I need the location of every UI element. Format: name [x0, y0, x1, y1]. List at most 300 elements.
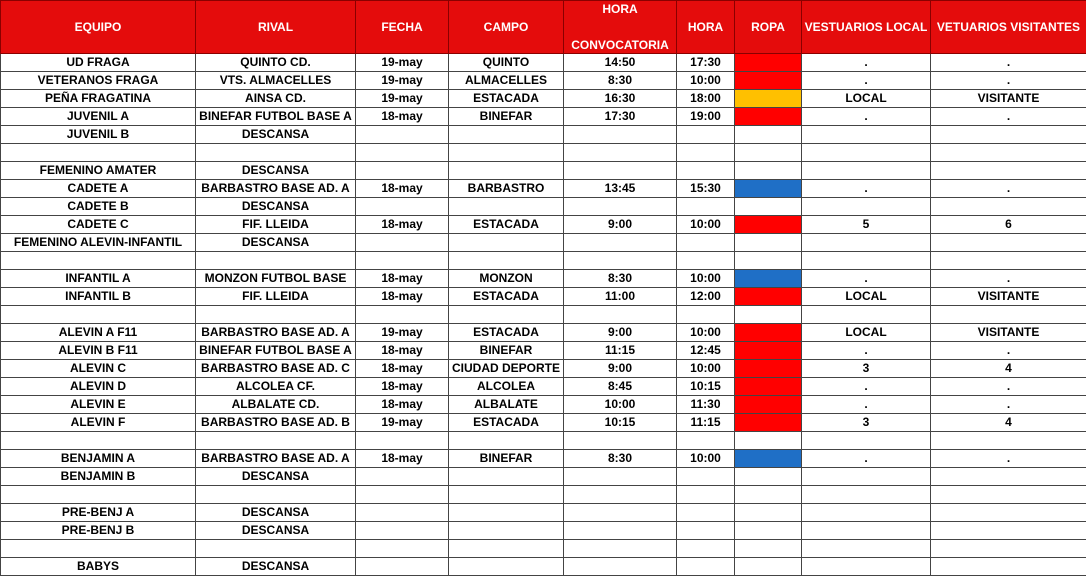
cell-hora [677, 198, 735, 216]
cell-ropa-swatch [735, 126, 802, 144]
cell-rival: ALBALATE CD. [196, 396, 356, 414]
table-row [1, 126, 1086, 144]
cell-fecha: 18-may [356, 180, 449, 198]
cell-equipo: JUVENIL B [1, 126, 196, 144]
table-row [1, 396, 1086, 414]
header-equipo: EQUIPO [1, 1, 196, 54]
cell-hora-convocatoria: 8:30 [564, 72, 677, 90]
cell-vestuarios-visitantes: . [931, 342, 1086, 360]
cell-campo [449, 126, 564, 144]
cell-hora-convocatoria [564, 144, 677, 162]
cell-hora: 18:00 [677, 90, 735, 108]
cell-hora: 10:00 [677, 270, 735, 288]
cell-equipo [1, 306, 196, 324]
cell-equipo: JUVENIL A [1, 108, 196, 126]
cell-rival [196, 252, 356, 270]
cell-equipo: CADETE B [1, 198, 196, 216]
cell-fecha: 18-may [356, 450, 449, 468]
cell-vestuarios-local [802, 234, 931, 252]
header-row [1, 1, 1086, 54]
cell-vestuarios-visitantes [931, 234, 1086, 252]
cell-ropa-swatch [735, 288, 802, 306]
cell-ropa-swatch [735, 558, 802, 576]
cell-hora [677, 252, 735, 270]
cell-ropa-swatch [735, 342, 802, 360]
cell-hora: 10:00 [677, 216, 735, 234]
cell-hora-convocatoria [564, 306, 677, 324]
cell-equipo: CADETE C [1, 216, 196, 234]
cell-equipo: PEÑA FRAGATINA [1, 90, 196, 108]
cell-equipo: BABYS [1, 558, 196, 576]
cell-vestuarios-visitantes: VISITANTE [931, 324, 1086, 342]
cell-hora: 11:30 [677, 396, 735, 414]
cell-rival: BINEFAR FUTBOL BASE A [196, 108, 356, 126]
cell-hora [677, 540, 735, 558]
header-hora-convocatoria [564, 1, 677, 54]
cell-rival [196, 306, 356, 324]
cell-hora [677, 144, 735, 162]
cell-ropa-swatch [735, 72, 802, 90]
cell-campo: BARBASTRO [449, 180, 564, 198]
cell-hora-convocatoria [564, 468, 677, 486]
table-row [1, 90, 1086, 108]
cell-vestuarios-local: 3 [802, 360, 931, 378]
cell-campo: ESTACADA [449, 324, 564, 342]
cell-hora-convocatoria: 10:15 [564, 414, 677, 432]
cell-rival: DESCANSA [196, 504, 356, 522]
cell-campo [449, 522, 564, 540]
cell-fecha: 18-may [356, 360, 449, 378]
cell-ropa-swatch [735, 468, 802, 486]
cell-equipo: ALEVIN C [1, 360, 196, 378]
cell-ropa-swatch [735, 396, 802, 414]
cell-rival: DESCANSA [196, 468, 356, 486]
cell-fecha [356, 432, 449, 450]
cell-ropa-swatch [735, 108, 802, 126]
cell-hora: 12:45 [677, 342, 735, 360]
cell-vestuarios-visitantes: . [931, 450, 1086, 468]
cell-fecha [356, 504, 449, 522]
cell-hora-convocatoria: 14:50 [564, 54, 677, 72]
cell-equipo: INFANTIL A [1, 270, 196, 288]
cell-hora: 10:15 [677, 378, 735, 396]
table-row [1, 288, 1086, 306]
header-campo: CAMPO [449, 1, 564, 54]
cell-hora: 15:30 [677, 180, 735, 198]
cell-fecha [356, 252, 449, 270]
cell-ropa-swatch [735, 162, 802, 180]
table-body [1, 54, 1086, 576]
header-hora: HORA [677, 1, 735, 54]
table-row [1, 432, 1086, 450]
cell-vestuarios-local: . [802, 54, 931, 72]
cell-hora: 10:00 [677, 450, 735, 468]
table-row [1, 180, 1086, 198]
cell-ropa-swatch [735, 90, 802, 108]
cell-hora [677, 486, 735, 504]
cell-vestuarios-local: 5 [802, 216, 931, 234]
cell-vestuarios-local [802, 162, 931, 180]
cell-vestuarios-local [802, 504, 931, 522]
cell-vestuarios-local: . [802, 396, 931, 414]
cell-rival: BARBASTRO BASE AD. C [196, 360, 356, 378]
cell-hora [677, 522, 735, 540]
cell-rival: DESCANSA [196, 558, 356, 576]
cell-vestuarios-visitantes [931, 540, 1086, 558]
cell-campo: ALCOLEA [449, 378, 564, 396]
table-row [1, 378, 1086, 396]
table-row [1, 144, 1086, 162]
cell-hora-convocatoria [564, 252, 677, 270]
cell-campo [449, 540, 564, 558]
cell-campo: BINEFAR [449, 450, 564, 468]
table-row [1, 54, 1086, 72]
table-row [1, 216, 1086, 234]
cell-equipo: ALEVIN A F11 [1, 324, 196, 342]
cell-fecha: 18-may [356, 378, 449, 396]
cell-rival: QUINTO CD. [196, 54, 356, 72]
cell-hora-convocatoria [564, 558, 677, 576]
table-row [1, 450, 1086, 468]
cell-campo: BINEFAR [449, 108, 564, 126]
cell-campo: ESTACADA [449, 216, 564, 234]
cell-vestuarios-local [802, 252, 931, 270]
cell-vestuarios-visitantes [931, 432, 1086, 450]
cell-equipo: ALEVIN E [1, 396, 196, 414]
cell-campo: ESTACADA [449, 288, 564, 306]
cell-vestuarios-visitantes [931, 144, 1086, 162]
cell-ropa-swatch [735, 234, 802, 252]
cell-equipo [1, 252, 196, 270]
cell-ropa-swatch [735, 216, 802, 234]
cell-ropa-swatch [735, 432, 802, 450]
header-vestuarios-visitantes: VETUARIOS VISITANTES [931, 1, 1086, 54]
cell-hora-convocatoria: 9:00 [564, 360, 677, 378]
cell-hora-convocatoria: 8:45 [564, 378, 677, 396]
cell-vestuarios-local [802, 486, 931, 504]
cell-vestuarios-local: 3 [802, 414, 931, 432]
cell-vestuarios-local: . [802, 342, 931, 360]
cell-fecha [356, 234, 449, 252]
cell-hora [677, 234, 735, 252]
cell-ropa-swatch [735, 504, 802, 522]
cell-fecha: 19-may [356, 90, 449, 108]
cell-equipo: VETERANOS FRAGA [1, 72, 196, 90]
cell-equipo: PRE-BENJ B [1, 522, 196, 540]
table-row [1, 504, 1086, 522]
header-vestuarios-local: VESTUARIOS LOCAL [802, 1, 931, 54]
cell-vestuarios-local: . [802, 108, 931, 126]
cell-campo [449, 234, 564, 252]
cell-campo: ALMACELLES [449, 72, 564, 90]
header-fecha: FECHA [356, 1, 449, 54]
cell-ropa-swatch [735, 144, 802, 162]
cell-hora [677, 306, 735, 324]
cell-hora-convocatoria: 9:00 [564, 216, 677, 234]
cell-vestuarios-local: . [802, 270, 931, 288]
table-row [1, 342, 1086, 360]
cell-vestuarios-visitantes [931, 486, 1086, 504]
cell-fecha [356, 468, 449, 486]
cell-hora-convocatoria: 11:15 [564, 342, 677, 360]
cell-vestuarios-visitantes [931, 504, 1086, 522]
cell-fecha [356, 144, 449, 162]
cell-vestuarios-local: . [802, 180, 931, 198]
header-ropa: ROPA [735, 1, 802, 54]
cell-vestuarios-local: LOCAL [802, 324, 931, 342]
cell-campo [449, 486, 564, 504]
table-row [1, 414, 1086, 432]
cell-rival: DESCANSA [196, 522, 356, 540]
cell-campo: ALBALATE [449, 396, 564, 414]
cell-fecha [356, 540, 449, 558]
cell-fecha: 18-may [356, 108, 449, 126]
cell-ropa-swatch [735, 378, 802, 396]
table-row [1, 108, 1086, 126]
cell-equipo: ALEVIN F [1, 414, 196, 432]
cell-equipo: PRE-BENJ A [1, 504, 196, 522]
cell-fecha [356, 126, 449, 144]
cell-equipo: ALEVIN B F11 [1, 342, 196, 360]
cell-rival: VTS. ALMACELLES [196, 72, 356, 90]
cell-hora-convocatoria [564, 198, 677, 216]
cell-rival: BARBASTRO BASE AD. B [196, 414, 356, 432]
cell-vestuarios-visitantes: 4 [931, 414, 1086, 432]
cell-vestuarios-visitantes [931, 468, 1086, 486]
cell-equipo [1, 144, 196, 162]
table-row [1, 162, 1086, 180]
cell-fecha [356, 198, 449, 216]
cell-campo [449, 468, 564, 486]
cell-ropa-swatch [735, 180, 802, 198]
cell-rival: BARBASTRO BASE AD. A [196, 450, 356, 468]
cell-hora: 19:00 [677, 108, 735, 126]
cell-campo: BINEFAR [449, 342, 564, 360]
cell-vestuarios-visitantes: . [931, 270, 1086, 288]
header-rival: RIVAL [196, 1, 356, 54]
cell-equipo: INFANTIL B [1, 288, 196, 306]
cell-hora-convocatoria: 17:30 [564, 108, 677, 126]
cell-vestuarios-local [802, 468, 931, 486]
cell-fecha [356, 306, 449, 324]
cell-fecha [356, 486, 449, 504]
cell-campo [449, 558, 564, 576]
header-hora-convocatoria-line1: HORA [602, 2, 638, 16]
cell-ropa-swatch [735, 414, 802, 432]
cell-hora-convocatoria: 9:00 [564, 324, 677, 342]
cell-campo [449, 144, 564, 162]
cell-vestuarios-local [802, 306, 931, 324]
cell-hora-convocatoria: 10:00 [564, 396, 677, 414]
table-row [1, 522, 1086, 540]
cell-ropa-swatch [735, 270, 802, 288]
cell-vestuarios-local [802, 198, 931, 216]
table-row [1, 234, 1086, 252]
cell-rival: FIF. LLEIDA [196, 216, 356, 234]
cell-fecha: 18-may [356, 396, 449, 414]
cell-vestuarios-visitantes [931, 522, 1086, 540]
cell-vestuarios-visitantes: . [931, 108, 1086, 126]
cell-fecha [356, 522, 449, 540]
cell-hora: 10:00 [677, 72, 735, 90]
cell-vestuarios-local [802, 522, 931, 540]
cell-hora [677, 162, 735, 180]
cell-equipo [1, 540, 196, 558]
cell-rival: FIF. LLEIDA [196, 288, 356, 306]
cell-fecha: 19-may [356, 414, 449, 432]
cell-hora [677, 126, 735, 144]
cell-vestuarios-local: LOCAL [802, 288, 931, 306]
table-row [1, 324, 1086, 342]
cell-rival: DESCANSA [196, 126, 356, 144]
cell-rival [196, 486, 356, 504]
cell-vestuarios-local: . [802, 450, 931, 468]
cell-rival: DESCANSA [196, 162, 356, 180]
cell-campo: MONZON [449, 270, 564, 288]
cell-fecha: 19-may [356, 54, 449, 72]
cell-vestuarios-visitantes [931, 558, 1086, 576]
cell-vestuarios-visitantes [931, 198, 1086, 216]
table-row [1, 198, 1086, 216]
cell-equipo: FEMENINO ALEVIN-INFANTIL [1, 234, 196, 252]
cell-hora: 12:00 [677, 288, 735, 306]
cell-hora-convocatoria [564, 432, 677, 450]
cell-hora-convocatoria: 11:00 [564, 288, 677, 306]
cell-ropa-swatch [735, 450, 802, 468]
cell-hora [677, 432, 735, 450]
table-row [1, 252, 1086, 270]
cell-hora: 10:00 [677, 324, 735, 342]
cell-vestuarios-local: . [802, 72, 931, 90]
cell-hora-convocatoria [564, 234, 677, 252]
cell-equipo: ALEVIN D [1, 378, 196, 396]
cell-campo: CIUDAD DEPORTE [449, 360, 564, 378]
cell-hora [677, 468, 735, 486]
cell-fecha [356, 162, 449, 180]
table-row [1, 486, 1086, 504]
cell-hora-convocatoria [564, 486, 677, 504]
cell-campo [449, 432, 564, 450]
cell-vestuarios-visitantes: VISITANTE [931, 90, 1086, 108]
cell-hora: 17:30 [677, 54, 735, 72]
cell-campo [449, 162, 564, 180]
cell-vestuarios-visitantes [931, 306, 1086, 324]
cell-equipo: UD FRAGA [1, 54, 196, 72]
cell-vestuarios-local [802, 540, 931, 558]
cell-hora [677, 558, 735, 576]
cell-ropa-swatch [735, 522, 802, 540]
table-row [1, 540, 1086, 558]
cell-hora: 10:00 [677, 360, 735, 378]
cell-campo [449, 252, 564, 270]
cell-campo [449, 198, 564, 216]
cell-ropa-swatch [735, 360, 802, 378]
cell-rival: BARBASTRO BASE AD. A [196, 180, 356, 198]
cell-campo [449, 306, 564, 324]
table-row [1, 72, 1086, 90]
cell-fecha: 19-may [356, 72, 449, 90]
cell-fecha: 18-may [356, 342, 449, 360]
table-row [1, 558, 1086, 576]
cell-hora-convocatoria [564, 126, 677, 144]
cell-rival: ALCOLEA CF. [196, 378, 356, 396]
cell-fecha: 18-may [356, 216, 449, 234]
cell-rival: MONZON FUTBOL BASE [196, 270, 356, 288]
cell-vestuarios-visitantes: . [931, 72, 1086, 90]
cell-vestuarios-visitantes: 4 [931, 360, 1086, 378]
cell-vestuarios-visitantes: . [931, 378, 1086, 396]
table-row [1, 270, 1086, 288]
table-row [1, 360, 1086, 378]
cell-vestuarios-local: . [802, 378, 931, 396]
header-hora-convocatoria-line2: CONVOCATORIA [571, 38, 669, 52]
cell-rival: BARBASTRO BASE AD. A [196, 324, 356, 342]
cell-rival: BINEFAR FUTBOL BASE A [196, 342, 356, 360]
table-row [1, 468, 1086, 486]
cell-vestuarios-visitantes [931, 162, 1086, 180]
cell-campo: QUINTO [449, 54, 564, 72]
cell-equipo: FEMENINO AMATER [1, 162, 196, 180]
cell-campo: ESTACADA [449, 90, 564, 108]
cell-equipo: BENJAMIN A [1, 450, 196, 468]
cell-fecha [356, 558, 449, 576]
cell-vestuarios-local [802, 432, 931, 450]
cell-campo [449, 504, 564, 522]
cell-vestuarios-visitantes: VISITANTE [931, 288, 1086, 306]
cell-rival [196, 144, 356, 162]
cell-vestuarios-visitantes [931, 252, 1086, 270]
cell-fecha: 19-may [356, 324, 449, 342]
cell-ropa-swatch [735, 252, 802, 270]
cell-campo: ESTACADA [449, 414, 564, 432]
cell-equipo [1, 432, 196, 450]
cell-equipo: CADETE A [1, 180, 196, 198]
cell-vestuarios-local: LOCAL [802, 90, 931, 108]
cell-hora: 11:15 [677, 414, 735, 432]
cell-vestuarios-visitantes: . [931, 54, 1086, 72]
table-header [1, 1, 1086, 54]
cell-ropa-swatch [735, 198, 802, 216]
table-row [1, 306, 1086, 324]
cell-vestuarios-visitantes [931, 126, 1086, 144]
cell-vestuarios-visitantes: . [931, 396, 1086, 414]
cell-hora-convocatoria: 13:45 [564, 180, 677, 198]
cell-fecha: 18-may [356, 288, 449, 306]
cell-hora-convocatoria: 8:30 [564, 270, 677, 288]
cell-rival: DESCANSA [196, 234, 356, 252]
cell-vestuarios-local [802, 558, 931, 576]
cell-hora-convocatoria: 8:30 [564, 450, 677, 468]
cell-rival [196, 540, 356, 558]
cell-hora-convocatoria [564, 162, 677, 180]
cell-rival [196, 432, 356, 450]
cell-ropa-swatch [735, 324, 802, 342]
cell-equipo [1, 486, 196, 504]
cell-vestuarios-local [802, 126, 931, 144]
cell-hora-convocatoria: 16:30 [564, 90, 677, 108]
cell-ropa-swatch [735, 54, 802, 72]
cell-ropa-swatch [735, 540, 802, 558]
cell-ropa-swatch [735, 486, 802, 504]
cell-rival: AINSA CD. [196, 90, 356, 108]
cell-hora-convocatoria [564, 540, 677, 558]
cell-hora-convocatoria [564, 504, 677, 522]
cell-ropa-swatch [735, 306, 802, 324]
cell-vestuarios-local [802, 144, 931, 162]
cell-vestuarios-visitantes: 6 [931, 216, 1086, 234]
cell-rival: DESCANSA [196, 198, 356, 216]
cell-fecha: 18-may [356, 270, 449, 288]
